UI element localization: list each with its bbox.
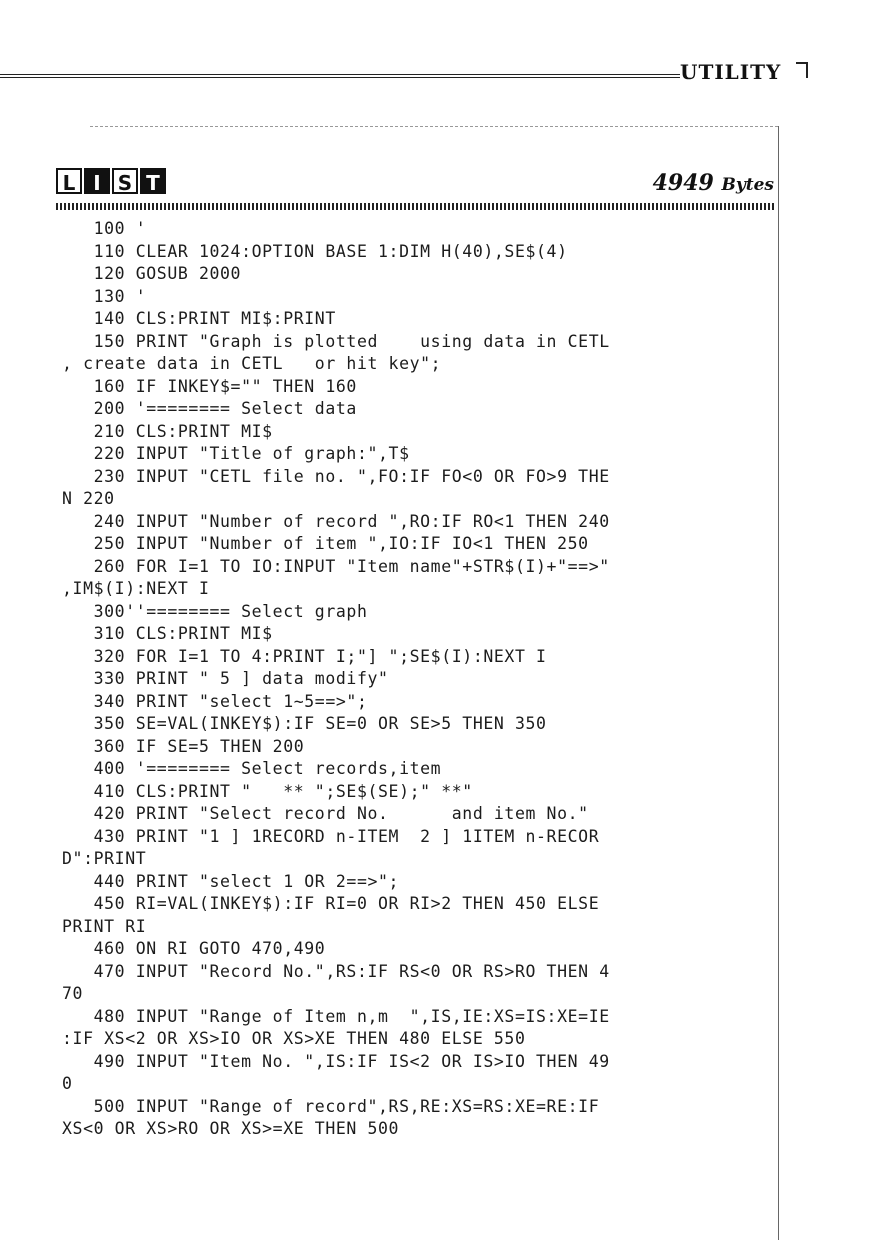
code-line: 100 ' [62, 219, 147, 238]
logo-letter: T [140, 168, 166, 194]
code-line: :IF XS<2 OR XS>IO OR XS>XE THEN 480 ELSE 550 [62, 1029, 526, 1048]
section-hook [796, 62, 808, 78]
header-rule [0, 74, 680, 78]
code-line: 440 PRINT "select 1 OR 2==>"; [62, 871, 400, 891]
code-line: 230 INPUT "CETL file no. ",FO:IF FO<0 OR FO>9 THE [62, 466, 610, 486]
list-logo [56, 168, 166, 194]
code-line: 480 INPUT "Range of Item n,m ",IS,IE:XS=IS:XE=IE [62, 1006, 610, 1026]
code-line: ,IM$(I):NEXT I [62, 579, 210, 598]
code-line: 490 INPUT "Item No. ",IS:IF IS<2 OR IS>IO THEN 49 [62, 1051, 610, 1071]
code-listing [62, 218, 778, 1141]
byte-size [653, 170, 774, 196]
byte-size-number: 4949 [652, 170, 714, 196]
code-line: 340 PRINT "select 1~5==>"; [62, 691, 368, 711]
code-line: 150 PRINT "Graph is plotted using data in CETL [62, 331, 610, 351]
code-line: 120 GOSUB 2000 [62, 264, 242, 283]
code-line: D":PRINT [62, 849, 147, 868]
code-line: 410 CLS:PRINT " ** ";SE$(SE);" **" [62, 781, 473, 801]
code-line: 160 IF INKEY$="" THEN 160 [62, 376, 357, 396]
code-line: 250 INPUT "Number of item ",IO:IF IO<1 THEN 250 [62, 534, 589, 553]
code-line: 330 PRINT " 5 ] data modify" [62, 669, 389, 688]
code-line: XS<0 OR XS>RO OR XS>=XE THEN 500 [62, 1119, 400, 1138]
code-line: 400 '======== Select records,item [62, 759, 442, 778]
code-line: 260 FOR I=1 TO IO:INPUT "Item name"+STR$(I)+"==>" [62, 556, 610, 576]
code-line: 470 INPUT "Record No.",RS:IF RS<0 OR RS>RO THEN 4 [62, 961, 610, 981]
code-line: , create data in CETL or hit key"; [62, 354, 442, 373]
code-line: 310 CLS:PRINT MI$ [62, 624, 273, 643]
code-line: 450 RI=VAL(INKEY$):IF RI=0 OR RI>2 THEN 450 ELSE [62, 894, 600, 913]
code-line: 140 CLS:PRINT MI$:PRINT [62, 309, 336, 328]
code-line: 240 INPUT "Number of record ",RO:IF RO<1 THEN 240 [62, 511, 610, 531]
logo-letter: L [56, 168, 82, 194]
code-line: 420 PRINT "Select record No. and item No." [62, 804, 589, 823]
code-line: 0 [62, 1074, 73, 1093]
code-line: 130 ' [62, 286, 147, 306]
code-line: 320 FOR I=1 TO 4:PRINT I;"] ";SE$(I):NEXT I [62, 646, 547, 666]
logo-letter: I [84, 168, 110, 194]
section-label: UTILITY [680, 60, 782, 84]
code-line: 210 CLS:PRINT MI$ [62, 421, 273, 441]
code-line: 220 INPUT "Title of graph:",T$ [62, 444, 410, 463]
code-line: 350 SE=VAL(INKEY$):IF SE=0 OR SE>5 THEN 350 [62, 714, 547, 733]
byte-size-unit: Bytes [721, 175, 774, 195]
code-line: 500 INPUT "Range of record",RS,RE:XS=RS:XE=RE:IF [62, 1096, 600, 1116]
logo-letter: S [112, 168, 138, 194]
hatched-divider [56, 203, 774, 210]
code-line: 110 CLEAR 1024:OPTION BASE 1:DIM H(40),SE$(4) [62, 241, 568, 261]
listing-frame-right [778, 126, 779, 1240]
code-line: N 220 [62, 489, 115, 508]
code-line: 460 ON RI GOTO 470,490 [62, 939, 326, 958]
code-line: 300''======== Select graph [62, 601, 368, 621]
code-line: 360 IF SE=5 THEN 200 [62, 736, 305, 756]
listing-frame-top [90, 126, 778, 127]
code-line: 430 PRINT "1 ] 1RECORD n-ITEM 2 ] 1ITEM n-RECOR [62, 826, 600, 846]
code-line: PRINT RI [62, 916, 147, 936]
code-line: 200 '======== Select data [62, 399, 357, 418]
code-line: 70 [62, 984, 84, 1003]
